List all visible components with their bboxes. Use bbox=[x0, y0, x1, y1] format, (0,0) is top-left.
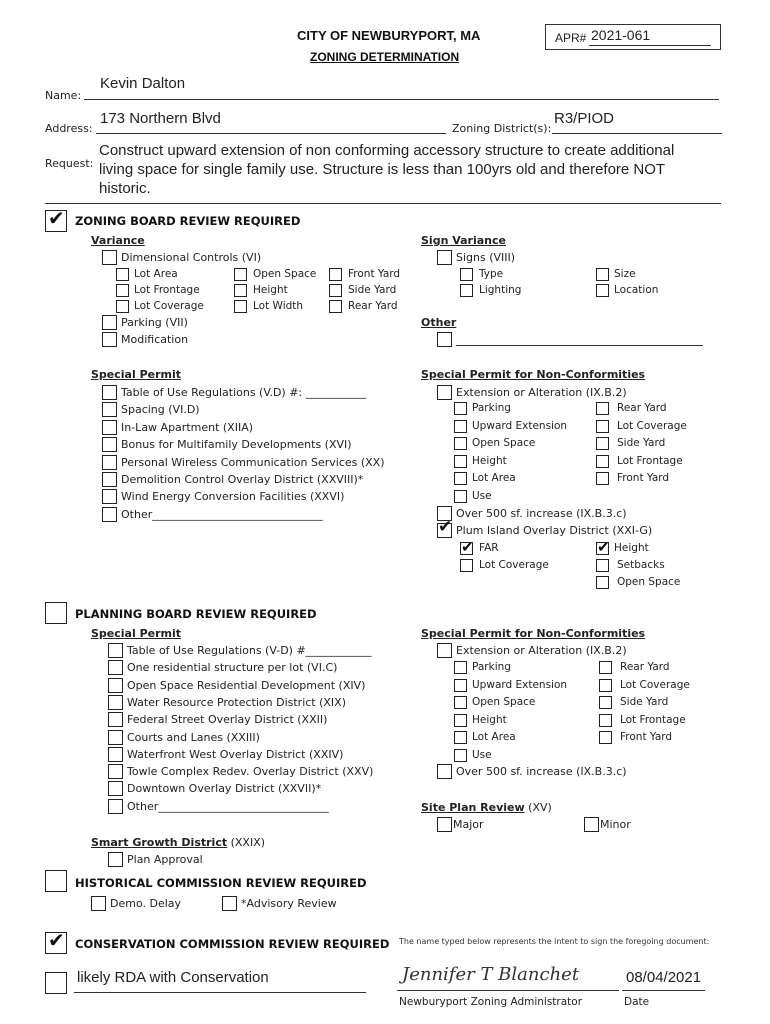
demo-delay-label: Demo. Delay bbox=[110, 897, 182, 910]
pb-nc-left-checkbox[interactable] bbox=[454, 749, 467, 762]
pi-height-label: Height bbox=[614, 542, 649, 554]
pb-sp-item-checkbox[interactable] bbox=[108, 712, 123, 727]
zba-sp-item-label: Other_______________________________ bbox=[121, 507, 323, 521]
type-label: Type bbox=[479, 268, 504, 280]
pb-checkbox[interactable] bbox=[45, 602, 67, 624]
smart-growth-heading bbox=[91, 836, 265, 849]
zba-sp-item-checkbox[interactable] bbox=[102, 420, 117, 435]
modification-label: Modification bbox=[121, 333, 189, 346]
pb-nc-right-label: Front Yard bbox=[620, 731, 673, 743]
pb-sp-item-checkbox[interactable] bbox=[108, 678, 123, 693]
pb-sp-item-label: Water Resource Protection District (XIX) bbox=[127, 695, 347, 709]
name-underline bbox=[84, 99, 719, 100]
sign-variance-heading: Sign Variance bbox=[421, 234, 506, 247]
pb-sp-item-checkbox[interactable] bbox=[108, 764, 123, 779]
smart-growth-section: (XXIX) bbox=[227, 836, 266, 849]
zba-checkbox[interactable] bbox=[45, 206, 67, 232]
lot-coverage-label: Lot Coverage bbox=[134, 300, 204, 312]
zba-nc-right-checkbox[interactable] bbox=[596, 455, 609, 468]
zba-sp-item-label: Spacing (VI.D) bbox=[121, 403, 200, 417]
address-field[interactable]: 173 Northern Blvd bbox=[100, 110, 221, 127]
check-mark-icon: ✔ bbox=[48, 928, 65, 952]
document-title: ZONING DETERMINATION bbox=[310, 50, 460, 64]
check-mark-icon: ✔ bbox=[48, 206, 65, 230]
hc-title: HISTORICAL COMMISSION REVIEW REQUIRED bbox=[75, 876, 367, 890]
zba-nc-left-label: Upward Extension bbox=[472, 419, 568, 432]
advisory-review-label: *Advisory Review bbox=[241, 897, 337, 910]
lot-area-checkbox[interactable] bbox=[116, 268, 129, 281]
pb-sp-item-label: Table of Use Regulations (V-D) #____________ bbox=[127, 644, 372, 657]
zba-nc-right-label: Rear Yard bbox=[617, 402, 667, 414]
pb-sp-item-label: Waterfront West Overlay District (XXIV) bbox=[127, 747, 344, 761]
minor-label: Minor bbox=[600, 818, 631, 831]
lighting-label: Lighting bbox=[479, 284, 522, 296]
pb-sp-item-checkbox[interactable] bbox=[108, 747, 123, 762]
signs-label: Signs (VIII) bbox=[456, 251, 516, 264]
pi-height-checkbox[interactable] bbox=[596, 538, 610, 556]
pb-nc-right-checkbox[interactable] bbox=[599, 661, 612, 674]
pb-ext-alt-checkbox[interactable] bbox=[437, 643, 452, 658]
pb-nc-right-label: Rear Yard bbox=[620, 661, 670, 673]
zba-nc-left-checkbox[interactable] bbox=[454, 402, 467, 415]
apr-underline bbox=[589, 45, 711, 46]
other-line[interactable] bbox=[456, 345, 703, 346]
smart-growth-title: Smart Growth District bbox=[91, 836, 228, 849]
zba-nc-right-checkbox[interactable] bbox=[596, 402, 609, 415]
lighting-checkbox[interactable] bbox=[460, 284, 473, 297]
zba-nc-left-label: Open Space bbox=[472, 437, 536, 449]
pb-over500-checkbox[interactable] bbox=[437, 764, 452, 779]
pb-spnc-heading: Special Permit for Non-Conformities bbox=[421, 627, 646, 640]
note-field[interactable]: likely RDA with Conservation bbox=[77, 969, 269, 986]
pb-sp-item-checkbox[interactable] bbox=[108, 660, 123, 675]
pi-open-space-label: Open Space bbox=[617, 576, 681, 588]
signature-field[interactable]: Jennifer T Blanchet bbox=[402, 964, 580, 985]
type-checkbox[interactable] bbox=[460, 268, 473, 281]
pb-sp-item-label: One residential structure per lot (VI.C) bbox=[127, 661, 338, 675]
date-label: Date bbox=[624, 996, 650, 1008]
lot-coverage-checkbox[interactable] bbox=[116, 300, 129, 313]
pb-ext-alt-label: Extension or Alteration (IX.B.2) bbox=[456, 644, 627, 657]
zba-nc-right-checkbox[interactable] bbox=[596, 420, 609, 433]
signs-checkbox[interactable] bbox=[437, 250, 452, 265]
pb-nc-left-label: Use bbox=[472, 748, 492, 761]
parking-checkbox[interactable] bbox=[102, 315, 117, 330]
signature-line bbox=[397, 990, 619, 991]
request-label: Request: bbox=[45, 157, 94, 170]
zba-nc-left-checkbox[interactable] bbox=[454, 420, 467, 433]
zba-sp-item-label: Demolition Control Overlay District (XXVIII)* bbox=[121, 473, 364, 486]
lot-width-label: Lot Width bbox=[253, 300, 304, 312]
zba-special-permit-heading: Special Permit bbox=[91, 368, 182, 381]
pb-sp-item-label: Federal Street Overlay District (XXII) bbox=[127, 713, 328, 727]
major-checkbox[interactable] bbox=[437, 817, 452, 832]
check-mark-icon: ✔ bbox=[597, 538, 610, 556]
check-mark-icon: ✔ bbox=[461, 538, 474, 556]
rear-yard-checkbox[interactable] bbox=[329, 300, 342, 313]
pb-sp-item-checkbox[interactable] bbox=[108, 799, 123, 814]
name-field[interactable]: Kevin Dalton bbox=[100, 75, 186, 92]
zba-sp-item-checkbox[interactable] bbox=[102, 437, 117, 452]
pi-lot-coverage-label: Lot Coverage bbox=[479, 559, 549, 571]
lot-frontage-checkbox[interactable] bbox=[116, 284, 129, 297]
hc-checkbox[interactable] bbox=[45, 870, 67, 892]
zba-nc-right-label: Front Yard bbox=[617, 472, 670, 484]
pb-nc-right-checkbox[interactable] bbox=[599, 731, 612, 744]
pi-open-space-checkbox[interactable] bbox=[596, 576, 609, 589]
pb-nc-right-checkbox[interactable] bbox=[599, 696, 612, 709]
note-checkbox[interactable] bbox=[45, 972, 67, 994]
pb-nc-left-label: Upward Extension bbox=[472, 678, 568, 691]
name-label: Name: bbox=[45, 89, 82, 102]
pb-title: PLANNING BOARD REVIEW REQUIRED bbox=[75, 607, 317, 621]
pb-sp-item-label: Towle Complex Redev. Overlay District (XXV) bbox=[127, 765, 374, 779]
zba-over500-label: Over 500 sf. increase (IX.B.3.c) bbox=[456, 507, 627, 520]
admin-label: Newburyport Zoning Administrator bbox=[399, 996, 583, 1008]
pb-nc-right-checkbox[interactable] bbox=[599, 714, 612, 727]
pb-sp-item-label: Other_______________________________ bbox=[127, 799, 329, 813]
zba-sp-item-checkbox[interactable] bbox=[102, 402, 117, 417]
open-space-label: Open Space bbox=[253, 268, 317, 280]
pb-nc-left-label: Height bbox=[472, 713, 507, 726]
zba-nc-right-label: Lot Frontage bbox=[617, 454, 683, 467]
zba-ext-alt-checkbox[interactable] bbox=[437, 385, 452, 400]
minor-checkbox[interactable] bbox=[584, 817, 599, 832]
front-yard-checkbox[interactable] bbox=[329, 268, 342, 281]
request-line-1[interactable]: Construct upward extension of non conforming accessory structure to create additional bbox=[99, 142, 675, 159]
front-yard-label: Front Yard bbox=[348, 268, 401, 280]
zba-nc-right-checkbox[interactable] bbox=[596, 472, 609, 485]
address-underline bbox=[96, 133, 446, 134]
city-title: CITY OF NEWBURYPORT, MA bbox=[297, 28, 481, 43]
pb-sp-item-checkbox[interactable] bbox=[108, 730, 123, 745]
zba-sp-item-label: Wind Energy Conversion Facilities (XXVI) bbox=[121, 490, 345, 504]
plan-approval-checkbox[interactable] bbox=[108, 852, 123, 867]
zba-nc-right-checkbox[interactable] bbox=[596, 437, 609, 450]
zba-sp-item-checkbox[interactable] bbox=[102, 489, 117, 504]
zba-nc-right-label: Lot Coverage bbox=[617, 419, 687, 432]
pb-nc-right-label: Side Yard bbox=[620, 696, 669, 708]
zoning-district-field[interactable]: R3/PIOD bbox=[554, 110, 615, 127]
apr-label: APR# bbox=[555, 31, 587, 45]
height-checkbox[interactable] bbox=[234, 284, 247, 297]
zba-sp-item-checkbox[interactable] bbox=[102, 507, 117, 522]
lot-frontage-label: Lot Frontage bbox=[134, 284, 200, 296]
pb-sp-item-label: Courts and Lanes (XXIII) bbox=[127, 730, 260, 744]
side-yard-label: Side Yard bbox=[348, 284, 397, 296]
pb-nc-right-checkbox[interactable] bbox=[599, 679, 612, 692]
pb-nc-right-label: Lot Coverage bbox=[620, 678, 690, 691]
zba-nc-right-label: Side Yard bbox=[617, 437, 666, 449]
zoning-district-underline bbox=[552, 133, 722, 134]
pb-sp-item-checkbox[interactable] bbox=[108, 643, 123, 658]
size-checkbox[interactable] bbox=[596, 268, 609, 281]
lot-area-label: Lot Area bbox=[134, 268, 178, 280]
pb-nc-left-label: Open Space bbox=[472, 696, 536, 708]
rear-yard-label: Rear Yard bbox=[348, 300, 398, 312]
modification-checkbox[interactable] bbox=[102, 332, 117, 347]
zba-nc-left-checkbox[interactable] bbox=[454, 455, 467, 468]
zba-sp-item-label: Table of Use Regulations (V.D) #: ___________ bbox=[121, 386, 367, 399]
zba-sp-item-label: Bonus for Multifamily Developments (XVI) bbox=[121, 438, 352, 452]
pb-sp-item-checkbox[interactable] bbox=[108, 781, 123, 796]
zba-nc-left-checkbox[interactable] bbox=[454, 437, 467, 450]
advisory-review-checkbox[interactable] bbox=[222, 896, 237, 911]
zba-sp-item-checkbox[interactable] bbox=[102, 472, 117, 487]
address-label: Address: bbox=[45, 122, 93, 135]
zba-ext-alt-label: Extension or Alteration (IX.B.2) bbox=[456, 386, 627, 399]
location-checkbox[interactable] bbox=[596, 284, 609, 297]
site-plan-heading bbox=[421, 801, 552, 814]
pb-nc-left-checkbox[interactable] bbox=[454, 731, 467, 744]
pb-over500-label: Over 500 sf. increase (IX.B.3.c) bbox=[456, 765, 627, 778]
pb-nc-left-checkbox[interactable] bbox=[454, 696, 467, 709]
request-line-3[interactable]: historic. bbox=[99, 180, 151, 197]
date-field[interactable]: 08/04/2021 bbox=[626, 969, 702, 986]
setbacks-label: Setbacks bbox=[617, 559, 665, 571]
zba-sp-item-label: In-Law Apartment (XIIA) bbox=[121, 420, 254, 434]
pb-nc-right-label: Lot Frontage bbox=[620, 713, 686, 726]
variance-heading: Variance bbox=[91, 234, 145, 247]
location-label: Location bbox=[614, 284, 659, 296]
cc-checkbox[interactable] bbox=[45, 928, 67, 954]
plum-island-checkbox[interactable] bbox=[437, 517, 453, 538]
size-label: Size bbox=[614, 268, 636, 280]
dimensional-label: Dimensional Controls (VI) bbox=[121, 251, 262, 264]
demo-delay-checkbox[interactable] bbox=[91, 896, 106, 911]
far-label: FAR bbox=[479, 542, 499, 554]
side-yard-checkbox[interactable] bbox=[329, 284, 342, 297]
note-underline bbox=[74, 992, 366, 993]
zba-sp-item-checkbox[interactable] bbox=[102, 455, 117, 470]
pb-nc-left-checkbox[interactable] bbox=[454, 661, 467, 674]
intent-text: The name typed below represents the intent to sign the foregoing document: bbox=[399, 937, 710, 946]
date-line bbox=[622, 990, 705, 991]
zba-nc-left-checkbox[interactable] bbox=[454, 472, 467, 485]
pb-nc-left-label: Parking bbox=[472, 661, 511, 673]
lot-width-checkbox[interactable] bbox=[234, 300, 247, 313]
cc-title: CONSERVATION COMMISSION REVIEW REQUIRED bbox=[75, 937, 390, 951]
pi-lot-coverage-checkbox[interactable] bbox=[460, 559, 473, 572]
site-plan-section: (XV) bbox=[524, 801, 552, 814]
other-checkbox[interactable] bbox=[437, 332, 452, 347]
zba-nc-left-label: Parking bbox=[472, 402, 511, 414]
other-heading: Other bbox=[421, 316, 457, 329]
zba-spnc-heading: Special Permit for Non-Conformities bbox=[421, 368, 646, 381]
setbacks-checkbox[interactable] bbox=[596, 559, 609, 572]
pb-nc-left-checkbox[interactable] bbox=[454, 679, 467, 692]
pb-special-permit-heading: Special Permit bbox=[91, 627, 182, 640]
pb-nc-left-checkbox[interactable] bbox=[454, 714, 467, 727]
far-checkbox[interactable] bbox=[460, 538, 474, 556]
parking-label: Parking (VII) bbox=[121, 316, 188, 329]
zba-nc-left-checkbox[interactable] bbox=[454, 490, 467, 503]
zba-title: ZONING BOARD REVIEW REQUIRED bbox=[75, 214, 301, 228]
apr-number[interactable]: 2021-061 bbox=[591, 27, 651, 43]
zba-sp-item-checkbox[interactable] bbox=[102, 385, 117, 400]
major-label: Major bbox=[453, 818, 484, 831]
pb-sp-item-label: Downtown Overlay District (XXVII)* bbox=[127, 782, 322, 796]
open-space-checkbox[interactable] bbox=[234, 268, 247, 281]
zba-nc-left-label: Lot Area bbox=[472, 472, 516, 484]
dimensional-checkbox[interactable] bbox=[102, 250, 117, 265]
pb-sp-item-checkbox[interactable] bbox=[108, 695, 123, 710]
pb-sp-item-label: Open Space Residential Development (XIV) bbox=[127, 678, 366, 692]
plan-approval-label: Plan Approval bbox=[127, 853, 203, 866]
request-line-2[interactable]: living space for single family use. Structure is less than 100yrs old and therefore NOT bbox=[99, 161, 666, 178]
site-plan-title: Site Plan Review bbox=[421, 801, 525, 814]
zba-nc-left-label: Use bbox=[472, 489, 492, 502]
zba-sp-item-label: Personal Wireless Communication Services (XX) bbox=[121, 455, 385, 469]
request-underline bbox=[45, 203, 721, 204]
zba-nc-left-label: Height bbox=[472, 454, 507, 467]
zoning-district-label: Zoning District(s): bbox=[452, 122, 552, 135]
check-mark-icon: ✔ bbox=[438, 517, 453, 537]
plum-island-label: Plum Island Overlay District (XXI-G) bbox=[456, 524, 653, 537]
pb-nc-left-label: Lot Area bbox=[472, 731, 516, 743]
height-label: Height bbox=[253, 284, 288, 296]
